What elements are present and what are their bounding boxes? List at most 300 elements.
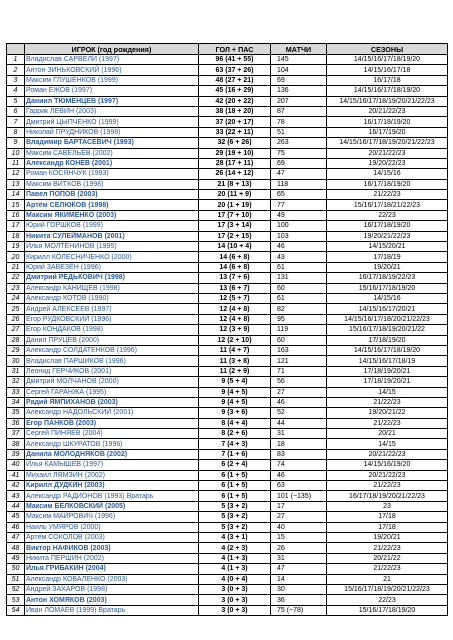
player-name: Данил ПРУЦЕВ (2000) <box>25 335 199 345</box>
seasons: 16/17/18/19/20 <box>327 117 448 127</box>
table-row <box>7 449 448 459</box>
goals-assists: 14 (6 + 8) <box>199 252 271 262</box>
goals-assists: 12 (5 + 7) <box>199 293 271 303</box>
row-number: 6 <box>7 106 25 116</box>
table-row <box>7 439 448 449</box>
seasons: 20/21/22/23 <box>327 470 448 480</box>
table-row <box>7 75 448 85</box>
seasons: 20/21 <box>327 429 448 439</box>
seasons: 14/15 <box>327 387 448 397</box>
goals-assists: 33 (22 + 11) <box>199 127 271 137</box>
player-name: Никита СУЛЕЙМАНОВ (2001) <box>25 231 199 241</box>
seasons: 17/18 <box>327 512 448 522</box>
table-row <box>7 522 448 532</box>
table-row <box>7 106 448 116</box>
goals-assists: 17 (7 + 10) <box>199 210 271 220</box>
player-name: Павел ПОПОВ (2003) <box>25 190 199 200</box>
seasons: 15/16/17/18/19/20 <box>327 605 448 615</box>
player-name: Александр НАДОЛЬСКИЙ (2001) <box>25 408 199 418</box>
goals-assists: 12 (4 + 8) <box>199 304 271 314</box>
table-row <box>7 55 448 65</box>
goals-assists: 11 (3 + 8) <box>199 356 271 366</box>
player-name: Андрей АЛЕКСЕЕВ (1997) <box>25 304 199 314</box>
table-row <box>7 460 448 470</box>
table-row <box>7 429 448 439</box>
table-row <box>7 262 448 272</box>
player-name: Дмитрий ЦЫПЧЕНКО (1999) <box>25 117 199 127</box>
goals-assists: 21 (8 + 13) <box>199 179 271 189</box>
goals-assists: 37 (20 + 17) <box>199 117 271 127</box>
table-row <box>7 532 448 542</box>
row-number: 52 <box>7 584 25 594</box>
goals-assists: 14 (10 + 4) <box>199 242 271 252</box>
seasons: 14/15/16/17/18/19/20 <box>327 345 448 355</box>
row-number: 39 <box>7 449 25 459</box>
matches: 136 <box>271 86 327 96</box>
player-name: Наиль УМЯРОВ (2000) <box>25 522 199 532</box>
matches: 46 <box>271 470 327 480</box>
seasons: 14/15/16 <box>327 169 448 179</box>
player-name: Артём СОКОЛОВ (2003) <box>25 532 199 542</box>
player-name: Радий ЯМПИХАНОВ (2003) <box>25 397 199 407</box>
matches: 61 <box>271 262 327 272</box>
matches: 82 <box>271 304 327 314</box>
row-number: 11 <box>7 158 25 168</box>
goals-assists: 5 (3 + 2) <box>199 512 271 522</box>
goals-assists: 6 (2 + 4) <box>199 460 271 470</box>
seasons: 21/22/23 <box>327 190 448 200</box>
header-matches: МАТЧИ <box>271 44 327 55</box>
seasons: 15/16/17/18/19/20/21/22 <box>327 325 448 335</box>
matches: 163 <box>271 345 327 355</box>
player-name: Данила МОЛОДНЯКОВ (2002) <box>25 449 199 459</box>
row-number: 8 <box>7 127 25 137</box>
player-name: Максим САВЕЛЬЕВ (2002) <box>25 148 199 158</box>
matches: 263 <box>271 138 327 148</box>
seasons: 23 <box>327 501 448 511</box>
player-name: Александр КОВАЛЕНКО (2003) <box>25 574 199 584</box>
table-row <box>7 325 448 335</box>
row-number: 32 <box>7 377 25 387</box>
seasons: 20/21/22 <box>327 553 448 563</box>
table-row <box>7 210 448 220</box>
row-number: 23 <box>7 283 25 293</box>
player-name: Антон ЗИНЬКОВСКИЙ (1996) <box>25 65 199 75</box>
goals-assists: 5 (3 + 2) <box>199 522 271 532</box>
seasons: 21/22/23 <box>327 418 448 428</box>
seasons: 16/17/18/19/20 <box>327 179 448 189</box>
row-number: 22 <box>7 273 25 283</box>
matches: 18 <box>271 439 327 449</box>
seasons: 20/21/22/23 <box>327 148 448 158</box>
table-row <box>7 96 448 106</box>
table-row <box>7 158 448 168</box>
matches: 83 <box>271 449 327 459</box>
matches: 118 <box>271 179 327 189</box>
table-row <box>7 293 448 303</box>
player-name: Максим БЕЛКОВСКИЙ (2005) <box>25 501 199 511</box>
player-name: Александр КОНЕВ (2001) <box>25 158 199 168</box>
matches: 121 <box>271 356 327 366</box>
goals-assists: 12 (4 + 8) <box>199 314 271 324</box>
goals-assists: 5 (3 + 2) <box>199 501 271 511</box>
goals-assists: 17 (2 + 15) <box>199 231 271 241</box>
seasons: 14/15/16/17/18/19/20 <box>327 86 448 96</box>
seasons: 15/16/17/18/21/22/23 <box>327 200 448 210</box>
row-number: 27 <box>7 325 25 335</box>
row-number: 2 <box>7 65 25 75</box>
table-row <box>7 138 448 148</box>
matches: 69 <box>271 75 327 85</box>
table-row <box>7 377 448 387</box>
seasons: 17/18/19/20 <box>327 335 448 345</box>
player-name: Александр КОТОВ (1990) <box>25 293 199 303</box>
table-row <box>7 481 448 491</box>
row-number: 35 <box>7 408 25 418</box>
seasons: 14/15/20/21 <box>327 242 448 252</box>
seasons: 22/23 <box>327 595 448 605</box>
seasons: 19/20/21 <box>327 532 448 542</box>
player-name: Даниил ТЮМЕНЦЕВ (1997) <box>25 96 199 106</box>
seasons: 22/23 <box>327 210 448 220</box>
table-row <box>7 283 448 293</box>
matches: 46 <box>271 242 327 252</box>
row-number: 47 <box>7 532 25 542</box>
goals-assists: 4 (1 + 3) <box>199 564 271 574</box>
goals-assists: 20 (11 + 9) <box>199 190 271 200</box>
matches: 100 <box>271 221 327 231</box>
matches: 56 <box>271 377 327 387</box>
goals-assists: 12 (2 + 10) <box>199 335 271 345</box>
matches: 119 <box>271 325 327 335</box>
row-number: 42 <box>7 481 25 491</box>
row-number: 29 <box>7 345 25 355</box>
table-row <box>7 273 448 283</box>
row-number: 1 <box>7 55 25 65</box>
table-row <box>7 148 448 158</box>
table-row <box>7 595 448 605</box>
row-number: 31 <box>7 366 25 376</box>
goals-assists: 3 (0 + 3) <box>199 595 271 605</box>
seasons: 16/17/18/19/20/21/22/23 <box>327 491 448 501</box>
table-row <box>7 252 448 262</box>
player-name: Илья КАМЫШЕВ (1997) <box>25 460 199 470</box>
row-number: 45 <box>7 512 25 522</box>
player-name: Дмитрий МОЛЧАНОВ (2000) <box>25 377 199 387</box>
table-row <box>7 470 448 480</box>
row-number: 48 <box>7 543 25 553</box>
player-name: Андрей ЗАХАРОВ (1998) <box>25 584 199 594</box>
player-name: Егор РУДКОВСКИЙ (1996) <box>25 314 199 324</box>
table-row <box>7 190 448 200</box>
player-name: Максим МАЙРОВИЧ (1996) <box>25 512 199 522</box>
player-name: Максим ЯКИМЕНКО (2003) <box>25 210 199 220</box>
seasons: 14/15/16/17/18/19/20/21/22/23 <box>327 96 448 106</box>
seasons: 17/18/19/20/21 <box>327 377 448 387</box>
seasons: 16/17/18/19/20 <box>327 221 448 231</box>
row-number: 49 <box>7 553 25 563</box>
player-name: Виктор НАФИКОВ (2003) <box>25 543 199 553</box>
row-number: 44 <box>7 501 25 511</box>
row-number: 26 <box>7 314 25 324</box>
matches: 65 <box>271 190 327 200</box>
table-row <box>7 117 448 127</box>
seasons: 14/15/16/17/18/20/21/22/23 <box>327 314 448 324</box>
player-name: Александр РАДИОНОВ (1993) Вратарь <box>25 491 199 501</box>
row-number: 50 <box>7 564 25 574</box>
seasons: 19/20/22/23 <box>327 158 448 168</box>
player-name: Александр СОЛДАТЕНКОВ (1996) <box>25 345 199 355</box>
player-name: Антон ХОМЯКОВ (2003) <box>25 595 199 605</box>
goals-assists: 28 (17 + 11) <box>199 158 271 168</box>
table-row <box>7 491 448 501</box>
table-row <box>7 564 448 574</box>
table-row <box>7 345 448 355</box>
matches: 95 <box>271 314 327 324</box>
table-row <box>7 418 448 428</box>
player-name: Гаррик ЛЕВИН (2003) <box>25 106 199 116</box>
table-row <box>7 314 448 324</box>
table-row <box>7 169 448 179</box>
seasons: 16/17/18 <box>327 75 448 85</box>
table-row <box>7 512 448 522</box>
matches: 51 <box>271 127 327 137</box>
player-name: Владислав САРВЕЛИ (1997) <box>25 55 199 65</box>
row-number: 28 <box>7 335 25 345</box>
goals-assists: 26 (14 + 12) <box>199 169 271 179</box>
player-name: Александр КАНИЩЕВ (1998) <box>25 283 199 293</box>
goals-assists: 11 (2 + 9) <box>199 366 271 376</box>
row-number: 34 <box>7 397 25 407</box>
goals-assists: 4 (2 + 3) <box>199 543 271 553</box>
matches: 52 <box>271 408 327 418</box>
seasons: 17/18/19 <box>327 252 448 262</box>
header-number <box>7 44 25 55</box>
row-number: 10 <box>7 148 25 158</box>
row-number: 9 <box>7 138 25 148</box>
goals-assists: 20 (1 + 19) <box>199 200 271 210</box>
table-row <box>7 408 448 418</box>
player-name: Владислав ПАРШИКОВ (1996) <box>25 356 199 366</box>
table-row <box>7 200 448 210</box>
matches: 131 <box>271 273 327 283</box>
matches: 27 <box>271 512 327 522</box>
matches: 74 <box>271 460 327 470</box>
seasons: 21/22/23 <box>327 397 448 407</box>
row-number: 53 <box>7 595 25 605</box>
matches: 60 <box>271 283 327 293</box>
goals-assists: 8 (2 + 6) <box>199 429 271 439</box>
goals-assists: 4 (3 + 1) <box>199 532 271 542</box>
table-row <box>7 335 448 345</box>
matches: 31 <box>271 429 327 439</box>
player-name: Леонид ГЕРЧИКОВ (2001) <box>25 366 199 376</box>
seasons: 19/20/21/22 <box>327 408 448 418</box>
row-number: 12 <box>7 169 25 179</box>
table-row <box>7 605 448 615</box>
player-name: Сергей ПИНЯЕВ (2004) <box>25 429 199 439</box>
player-name: Илья ГРИБАКИН (2004) <box>25 564 199 574</box>
table-row <box>7 242 448 252</box>
matches: 69 <box>271 158 327 168</box>
seasons: 21 <box>327 574 448 584</box>
matches: 71 <box>271 366 327 376</box>
row-number: 37 <box>7 429 25 439</box>
goals-assists: 45 (16 + 29) <box>199 86 271 96</box>
goals-assists: 13 (7 + 6) <box>199 273 271 283</box>
row-number: 25 <box>7 304 25 314</box>
row-number: 18 <box>7 231 25 241</box>
goals-assists: 6 (1 + 5) <box>199 470 271 480</box>
row-number: 3 <box>7 75 25 85</box>
goals-assists: 14 (6 + 8) <box>199 262 271 272</box>
goals-assists: 32 (6 + 26) <box>199 138 271 148</box>
table-row <box>7 221 448 231</box>
header-seasons: СЕЗОНЫ <box>327 44 448 55</box>
matches: 75 <box>271 148 327 158</box>
goals-assists: 7 (1 + 6) <box>199 449 271 459</box>
goals-assists: 48 (27 + 21) <box>199 75 271 85</box>
goals-assists: 13 (6 + 7) <box>199 283 271 293</box>
header-player: ИГРОК (год рождения) <box>25 44 199 55</box>
seasons: 14/15/16/17/18/19/20/21/22/23 <box>327 138 448 148</box>
matches: 26 <box>271 543 327 553</box>
goals-assists: 9 (3 + 6) <box>199 408 271 418</box>
player-name: Роман КОСЯНЧУК (1993) <box>25 169 199 179</box>
seasons: 19/20/21/22/23 <box>327 231 448 241</box>
table-row <box>7 574 448 584</box>
goals-assists: 12 (3 + 9) <box>199 325 271 335</box>
seasons: 14/15/16/17/18/19 <box>327 356 448 366</box>
row-number: 30 <box>7 356 25 366</box>
row-number: 43 <box>7 491 25 501</box>
row-number: 33 <box>7 387 25 397</box>
table-row <box>7 304 448 314</box>
seasons: 14/15/16/17/20/21 <box>327 304 448 314</box>
matches: 77 <box>271 200 327 210</box>
goals-assists: 29 (19 + 10) <box>199 148 271 158</box>
goals-assists: 38 (18 + 20) <box>199 106 271 116</box>
goals-assists: 3 (0 + 3) <box>199 584 271 594</box>
player-name: Кирилл ДУДКИН (2003) <box>25 481 199 491</box>
seasons: 15/16/17/18/19/20/21/22/23 <box>327 584 448 594</box>
seasons: 15/16/17/18/19/20 <box>327 283 448 293</box>
table-row <box>7 553 448 563</box>
table-row <box>7 127 448 137</box>
matches: 61 <box>271 293 327 303</box>
matches: 40 <box>271 522 327 532</box>
player-name: Роман ЕЖОВ (1997) <box>25 86 199 96</box>
player-name: Иван ЛОМАЕВ (1999) Вратарь <box>25 605 199 615</box>
seasons: 14/15/16/19/20 <box>327 460 448 470</box>
row-number: 38 <box>7 439 25 449</box>
goals-assists: 6 (1 + 5) <box>199 481 271 491</box>
seasons: 17/18 <box>327 522 448 532</box>
table-row <box>7 179 448 189</box>
row-number: 19 <box>7 242 25 252</box>
goals-assists: 7 (4 + 3) <box>199 439 271 449</box>
table-row <box>7 397 448 407</box>
matches: 101 (−135) <box>271 491 327 501</box>
player-name: Артём СЕЛЮКОВ (1998) <box>25 200 199 210</box>
goals-assists: 42 (20 + 22) <box>199 96 271 106</box>
goals-assists: 9 (4 + 5) <box>199 387 271 397</box>
matches: 14 <box>271 574 327 584</box>
row-number: 51 <box>7 574 25 584</box>
matches: 104 <box>271 65 327 75</box>
row-number: 40 <box>7 460 25 470</box>
matches: 47 <box>271 564 327 574</box>
player-stats-table <box>6 43 448 616</box>
goals-assists: 17 (3 + 14) <box>199 221 271 231</box>
matches: 207 <box>271 96 327 106</box>
row-number: 17 <box>7 221 25 231</box>
matches: 87 <box>271 106 327 116</box>
matches: 49 <box>271 210 327 220</box>
player-name: Юрий ЗАВЕЗЁН (1996) <box>25 262 199 272</box>
row-number: 15 <box>7 200 25 210</box>
table-row <box>7 356 448 366</box>
goals-assists: 4 (0 + 4) <box>199 574 271 584</box>
row-number: 46 <box>7 522 25 532</box>
row-number: 4 <box>7 86 25 96</box>
goals-assists: 6 (1 + 5) <box>199 491 271 501</box>
row-number: 7 <box>7 117 25 127</box>
matches: 27 <box>271 387 327 397</box>
row-number: 36 <box>7 418 25 428</box>
goals-assists: 9 (5 + 4) <box>199 377 271 387</box>
player-name: Егор КОНДАКОВ (1998) <box>25 325 199 335</box>
row-number: 14 <box>7 190 25 200</box>
seasons: 19/20/21 <box>327 262 448 272</box>
row-number: 21 <box>7 262 25 272</box>
player-name: Александр ШКУРАТОВ (1996) <box>25 439 199 449</box>
seasons: 21/22/23 <box>327 543 448 553</box>
row-number: 5 <box>7 96 25 106</box>
player-name: Никита ПЕРШИН (2002) <box>25 553 199 563</box>
player-name: Юрий ГОРШКОВ (1999) <box>25 221 199 231</box>
header-row <box>7 44 448 55</box>
goals-assists: 96 (41 + 55) <box>199 55 271 65</box>
player-name: Дмитрий РЕДЬКОВИЧ (1998) <box>25 273 199 283</box>
seasons: 14/15/16 <box>327 293 448 303</box>
matches: 43 <box>271 252 327 262</box>
matches: 60 <box>271 335 327 345</box>
row-number: 41 <box>7 470 25 480</box>
row-number: 16 <box>7 210 25 220</box>
player-name: Егор ПАНКОВ (2003) <box>25 418 199 428</box>
seasons: 14/15/16/17/18/19/20 <box>327 55 448 65</box>
seasons: 20/21/22/23 <box>327 106 448 116</box>
player-name: Николай ПРУДНИКОВ (1998) <box>25 127 199 137</box>
table-row <box>7 584 448 594</box>
matches: 75 (−78) <box>271 605 327 615</box>
row-number: 13 <box>7 179 25 189</box>
table-row <box>7 501 448 511</box>
seasons: 21/22/23 <box>327 564 448 574</box>
goals-assists: 8 (4 + 4) <box>199 418 271 428</box>
matches: 36 <box>271 595 327 605</box>
matches: 17 <box>271 501 327 511</box>
seasons: 17/18/19/20/21 <box>327 366 448 376</box>
seasons: 16/17/19/20 <box>327 127 448 137</box>
seasons: 20/21/22/23 <box>327 449 448 459</box>
table-row <box>7 231 448 241</box>
header-goals-assists: ГОЛ + ПАС <box>199 44 271 55</box>
matches: 63 <box>271 481 327 491</box>
goals-assists: 11 (4 + 7) <box>199 345 271 355</box>
matches: 47 <box>271 169 327 179</box>
